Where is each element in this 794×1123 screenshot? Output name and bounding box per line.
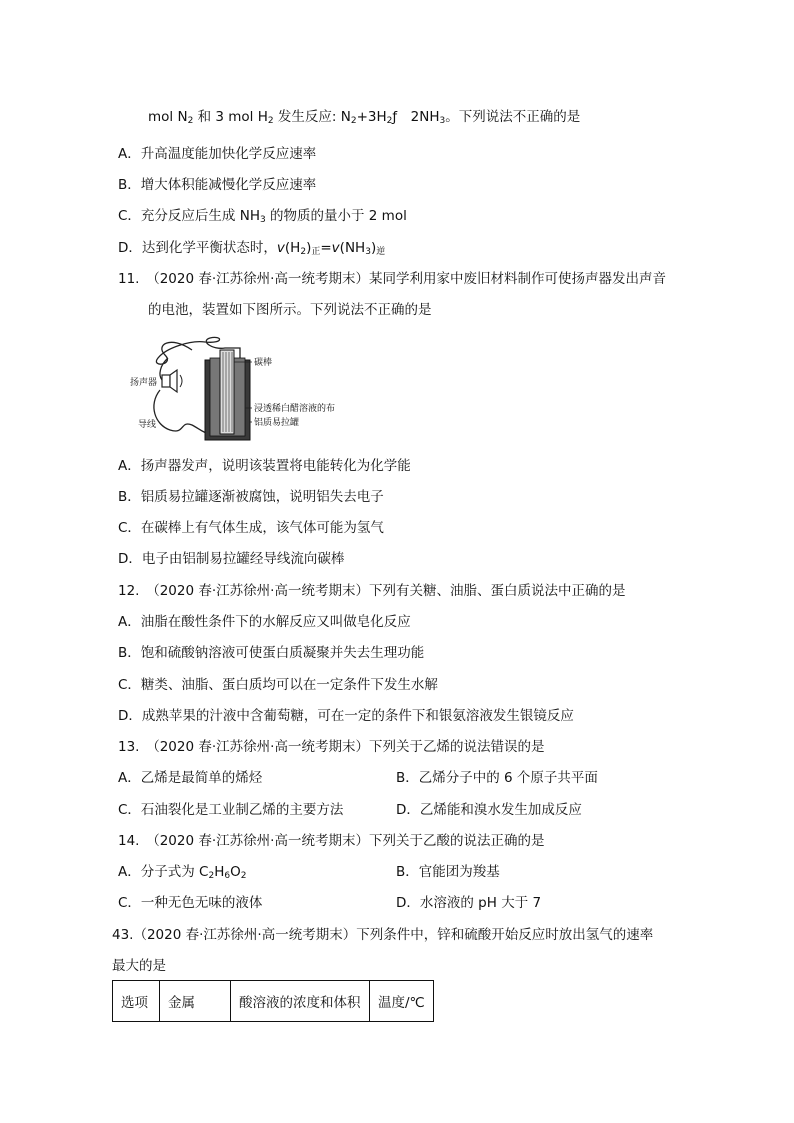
q10-option-a: A．升高温度能加快化学反应速率 [118, 146, 317, 162]
battery-figure [130, 330, 370, 445]
q13-stem: 13. （2020 春·江苏徐州·高一统考期末）下列关于乙烯的说法错误的是 [118, 739, 545, 755]
table-header-cell: 金属 [160, 981, 231, 1022]
q13-option-d: D．乙烯能和溴水发生加成反应 [396, 802, 582, 818]
q10-stem: mol $N_2$ 和 3 mol $H_2$ 发生反应: $N_2+3H_2ƒ$ $2NH_3$。下列说法不正确的是 [148, 109, 581, 126]
q13-option-a: A．乙烯是最简单的烯烃 [118, 770, 263, 786]
q10-option-c: C．充分反应后生成 $NH_3$ 的物质的量小于 2 mol [118, 208, 407, 225]
q11-option-c: C．在碳棒上有气体生成，该气体可能为氢气 [118, 520, 384, 536]
q12-option-c: C．糖类、油脂、蛋白质均可以在一定条件下发生水解 [118, 677, 438, 693]
label-cloth: 浸透稀白醋溶液的布 [254, 404, 336, 414]
q11-option-a: A．扬声器发声，说明该装置将电能转化为化学能 [118, 458, 411, 474]
q11-stem-line2: 的电池，装置如下图所示。下列说法不正确的是 [148, 302, 432, 318]
sound-wave [180, 375, 182, 387]
q14-option-b: B．官能团为羧基 [396, 864, 500, 880]
q14-option-d: D．水溶液的 pH 大于 7 [396, 895, 542, 911]
q12-option-b: B．饱和硫酸钠溶液可使蛋白质凝聚并失去生理功能 [118, 645, 425, 661]
q12-stem: 12. （2020 春·江苏徐州·高一统考期末）下列有关糖、油脂、蛋白质说法中正确的是 [118, 583, 626, 599]
speaker-shape [162, 375, 170, 387]
label-can: 铝质易拉罐 [254, 418, 300, 428]
q14-option-c: C．一种无色无味的液体 [118, 895, 263, 911]
q43-options-table [112, 980, 434, 1022]
q10-option-b: B．增大体积能减慢化学反应速率 [118, 177, 317, 193]
label-carbon: 碳棒 [254, 358, 273, 368]
q43-stem-line1: 43.（2020 春·江苏徐州·高一统考期末）下列条件中，锌和硫酸开始反应时放出氢气的速率 [112, 927, 654, 943]
q10-option-d: D．达到化学平衡状态时，$v(H_2)_正=v(NH_3)_逆$ [118, 240, 386, 257]
table-header-cell: 选项 [113, 981, 160, 1022]
q12-option-d: D．成熟苹果的汁液中含葡萄糖，可在一定的条件下和银氨溶液发生银镜反应 [118, 708, 574, 724]
label-speaker: 扬声器 [130, 378, 158, 388]
q13-option-c: C．石油裂化是工业制乙烯的主要方法 [118, 802, 344, 818]
q11-option-b: B．铝质易拉罐逐渐被腐蚀，说明铝失去电子 [118, 489, 384, 505]
q11-option-d: D．电子由铝制易拉罐经导线流向碳棒 [118, 551, 345, 567]
speaker-cone [170, 370, 177, 392]
table-header-cell: 酸溶液的浓度和体积 [231, 981, 370, 1022]
label-wire: 导线 [138, 420, 157, 430]
q14-option-a: A．分子式为 $C_2H_6O_2$ [118, 864, 247, 881]
q14-stem: 14. （2020 春·江苏徐州·高一统考期末）下列关于乙酸的说法正确的是 [118, 833, 545, 849]
q13-option-b: B．乙烯分子中的 6 个原子共平面 [396, 770, 598, 786]
q43-stem-line2: 最大的是 [112, 958, 166, 974]
table-header-row [113, 981, 434, 1022]
q12-option-a: A．油脂在酸性条件下的水解反应又叫做皂化反应 [118, 614, 411, 630]
table-header-cell: 温度/℃ [370, 981, 434, 1022]
battery-diagram [130, 330, 370, 445]
q11-stem-line1: 11. （2020 春·江苏徐州·高一统考期末）某同学利用家中废旧材料制作可使扬声器发出声音 [118, 271, 666, 287]
